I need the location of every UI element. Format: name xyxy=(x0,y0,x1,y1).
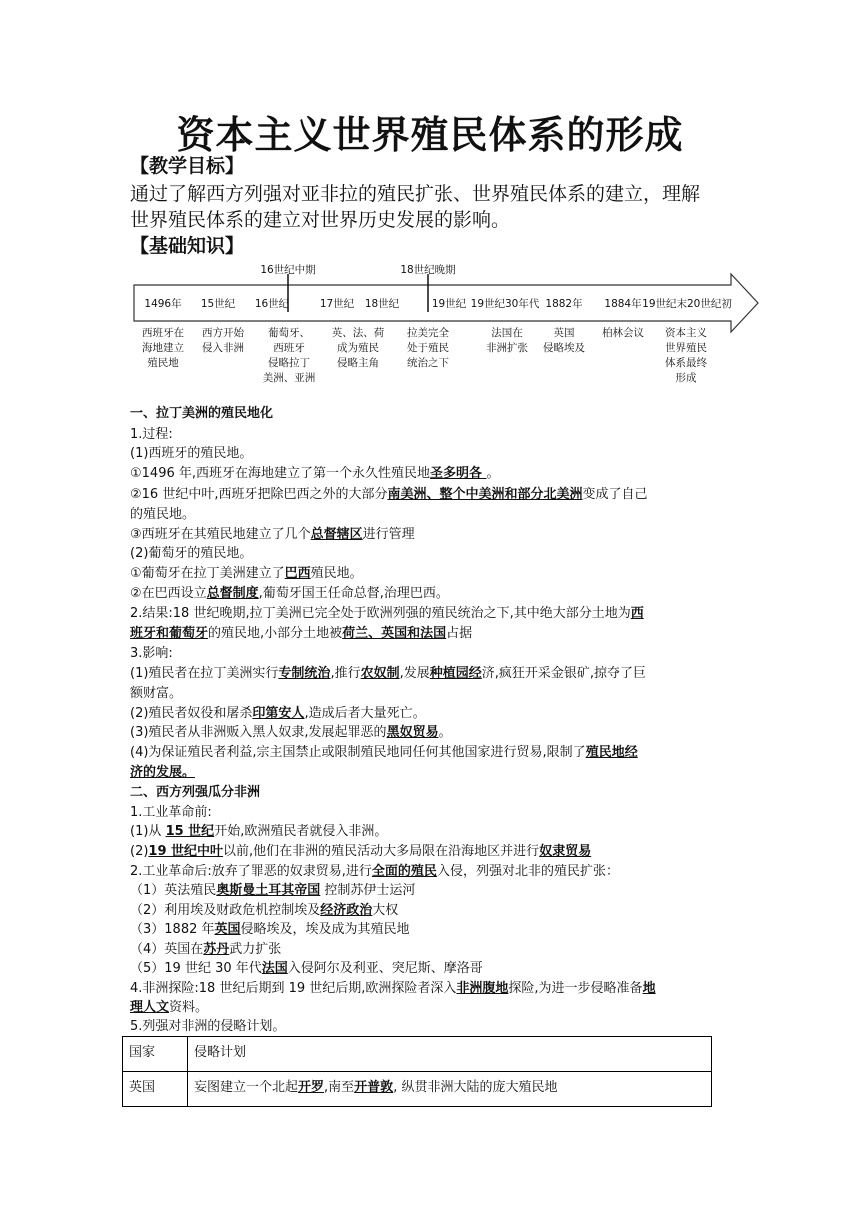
text-line: 3.影响: xyxy=(130,646,173,661)
timeline-date: 1884年 xyxy=(604,298,642,310)
key-term: 圣多明各 xyxy=(430,466,487,481)
key-term: 理人文 xyxy=(130,1000,170,1015)
text-line: (1)从 15 世纪开始,欧洲殖民者就侵入非洲。 xyxy=(130,824,388,839)
timeline-event: 资本主义 世界殖民 体系最终 形成 xyxy=(665,327,707,384)
section-goal-heading: 【教学目标】 xyxy=(130,155,245,177)
key-term: 地 xyxy=(642,981,656,996)
timeline-event: 英、法、荷 成为殖民 侵略主角 xyxy=(331,327,385,369)
text-line: (4)为保证殖民者利益,宗主国禁止或限制殖民地同任何其他国家进行贸易,限制了殖民地经 xyxy=(130,745,638,760)
text-line: (2)葡萄牙的殖民地。 xyxy=(130,546,253,561)
text-line: (3)殖民者从非洲贩入黑人奴隶,发展起罪恶的黑奴贸易。 xyxy=(130,725,452,740)
text-line: 1.工业革命前: xyxy=(130,805,212,820)
section-heading: 二、西方列强瓜分非洲 xyxy=(130,785,261,800)
timeline-date: 1496年 xyxy=(144,298,182,310)
key-term: 15 世纪 xyxy=(165,824,215,839)
table-row xyxy=(123,1072,712,1107)
timeline-date: 18世纪 xyxy=(364,298,400,310)
text-line: （4）英国在苏丹武力扩张 xyxy=(130,942,282,957)
text-line xyxy=(130,763,195,782)
text-line: 的殖民地。 xyxy=(130,507,196,522)
key-term: 济的发展。 xyxy=(130,765,196,780)
key-term: 巴西 xyxy=(284,566,311,581)
key-term: 开罗 xyxy=(298,1080,325,1095)
text-line: （5）19 世纪 30 年代法国入侵阿尔及利亚、突尼斯、摩洛哥 xyxy=(130,961,483,976)
timeline-event: 柏林会议 xyxy=(602,327,644,339)
key-term: 奥斯曼土耳其帝国 xyxy=(216,883,321,898)
timeline-date: 17世纪 xyxy=(319,298,355,310)
key-term: 英国 xyxy=(214,922,241,937)
text-line: 额财富。 xyxy=(130,686,183,701)
key-term: 专制统治 xyxy=(278,666,331,681)
text-line: 2.结果:18 世纪晚期,拉丁美洲已完全处于欧洲列强的殖民统治之下,其中绝大部分土地为西 xyxy=(130,606,644,621)
timeline-date: 15世纪 xyxy=(200,298,236,310)
text-line: (2)19 世纪中叶以前,他们在非洲的殖民活动大多局限在沿海地区并进行奴隶贸易 xyxy=(130,844,592,859)
text-line: (1)西班牙的殖民地。 xyxy=(130,446,253,461)
text-line: ①葡萄牙在拉丁美洲建立了巴西殖民地。 xyxy=(130,566,363,581)
key-term: 经济政治 xyxy=(320,903,373,918)
timeline-figure xyxy=(131,260,761,400)
goal-text-line-1: 通过了解西方列强对亚非拉的殖民扩张、世界殖民体系的建立，理解 xyxy=(130,183,701,205)
table-header-row xyxy=(123,1037,712,1072)
section-heading: 一、拉丁美洲的殖民地化 xyxy=(130,406,274,421)
text-line: （2）利用埃及财政危机控制埃及经济政治大权 xyxy=(130,903,399,918)
timeline-date: 19世纪 xyxy=(431,298,467,310)
key-term: 总督制度 xyxy=(206,586,259,601)
key-term: 殖民地经 xyxy=(585,745,638,760)
key-term: 总督辖区 xyxy=(310,527,363,542)
timeline-event: 西班牙在 海地建立 殖民地 xyxy=(142,327,184,369)
timeline-date: 16世纪 xyxy=(254,298,290,310)
text-line: 5.列强对非洲的侵略计划。 xyxy=(130,1019,286,1034)
text-line: 4.非洲探险:18 世纪后期到 19 世纪后期,欧洲探险者深入非洲腹地探险,为进一步侵略准备地 xyxy=(130,981,656,996)
key-term: 荷兰、英国和法国 xyxy=(342,626,447,641)
text-line: ③西班牙在其殖民地建立了几个总督辖区进行管理 xyxy=(130,527,415,542)
timeline-mark: 18世纪晚期 xyxy=(400,264,456,276)
key-term: 班牙和葡萄牙 xyxy=(130,626,209,641)
timeline-event: 法国在 非洲扩张 xyxy=(486,327,528,354)
text-line: ②16 世纪中叶,西班牙把除巴西之外的大部分南美洲、整个中美洲和部分北美洲变成了自己 xyxy=(130,487,648,502)
key-term: 非洲腹地 xyxy=(456,981,509,996)
table-header-cell: 国家 xyxy=(123,1037,188,1072)
timeline-mark: 16世纪中期 xyxy=(260,264,316,276)
key-term: 全面的殖民 xyxy=(371,864,437,879)
timeline-event: 西方开始 侵入非洲 xyxy=(202,327,244,354)
key-term: 种植园经 xyxy=(429,666,482,681)
key-term: 农奴制 xyxy=(360,666,400,681)
invasion-plan-table xyxy=(122,1036,712,1107)
text-line: 班牙和葡萄牙的殖民地,小部分土地被荷兰、英国和法国占据 xyxy=(130,626,473,641)
page-title: 资本主义世界殖民体系的形成 xyxy=(176,112,684,157)
key-term: 西 xyxy=(630,606,644,621)
timeline-event: 葡萄牙、 西班牙 侵略拉丁 美洲、亚洲 xyxy=(262,327,316,384)
text-line: （3）1882 年英国侵略埃及，埃及成为其殖民地 xyxy=(130,922,410,937)
key-term: 开普敦 xyxy=(354,1080,394,1095)
timeline-date: 19世纪末20世纪初 xyxy=(642,298,732,310)
key-term: 南美洲、整个中美洲和部分北美洲 xyxy=(387,487,583,502)
key-term: 黑奴贸易 xyxy=(386,725,439,740)
table-cell: 妄图建立一个北起开罗,南至开普敦, 纵贯非洲大陆的庞大殖民地 xyxy=(188,1072,712,1107)
timeline-date: 1882年 xyxy=(545,298,583,310)
text-line: (2)殖民者奴役和屠杀印第安人,造成后者大量死亡。 xyxy=(130,706,426,721)
timeline-event: 英国 侵略埃及 xyxy=(543,327,585,354)
key-term: 奴隶贸易 xyxy=(539,844,592,859)
key-term: 苏丹 xyxy=(203,942,230,957)
text-line: ①1496 年,西班牙在海地建立了第一个永久性殖民地圣多明各 。 xyxy=(130,466,500,481)
text-line: ②在巴西设立总督制度,葡萄牙国王任命总督,治理巴西。 xyxy=(130,586,449,601)
table-header-cell: 侵略计划 xyxy=(188,1037,712,1072)
timeline-event: 拉美完全 处于殖民 统治之下 xyxy=(407,327,449,369)
text-line: 理人文资料。 xyxy=(130,1000,209,1015)
key-term: 法国 xyxy=(261,961,288,976)
key-term: 19 世纪中叶 xyxy=(148,844,224,859)
timeline-date: 19世纪30年代 xyxy=(470,298,540,310)
text-line: 1.过程: xyxy=(130,427,173,442)
key-term: 印第安人 xyxy=(252,706,305,721)
text-line: （1）英法殖民奥斯曼土耳其帝国 控制苏伊士运河 xyxy=(130,883,416,898)
table-cell: 英国 xyxy=(123,1072,188,1107)
text-line: (1)殖民者在拉丁美洲实行专制统治,推行农奴制,发展种植园经济,疯狂开采金银矿,掠夺了巨 xyxy=(130,666,647,681)
text-line: 2.工业革命后:放弃了罪恶的奴隶贸易,进行全面的殖民入侵，列强对北非的殖民扩张： xyxy=(130,864,619,879)
goal-text-line-2: 世界殖民体系的建立对世界历史发展的影响。 xyxy=(130,209,511,231)
section-basic-heading: 【基础知识】 xyxy=(130,235,245,257)
